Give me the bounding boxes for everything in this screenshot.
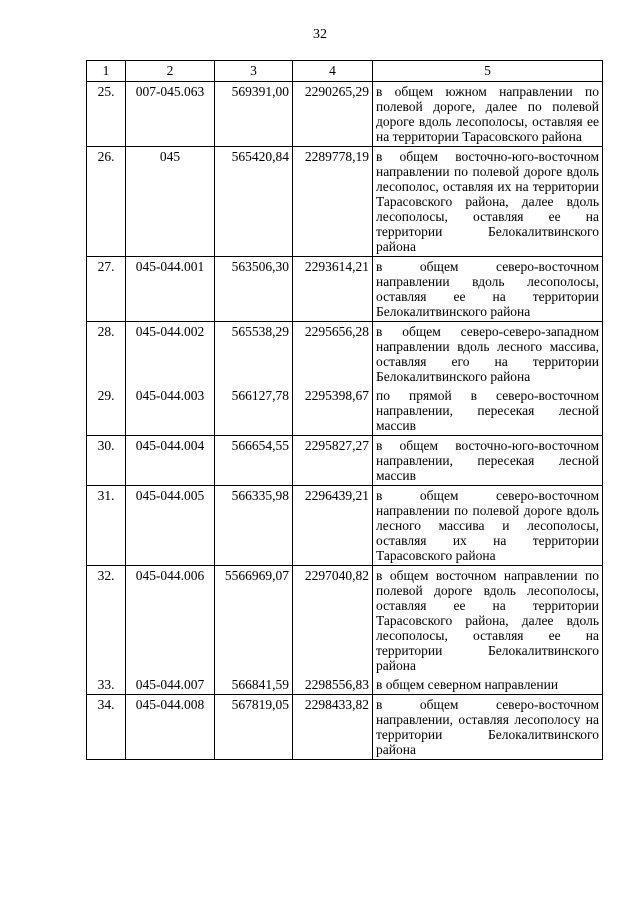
- row-number: 29.: [87, 386, 126, 436]
- point-id: 045-044.006: [126, 566, 215, 676]
- route-description: в общем северном направлении: [373, 675, 603, 695]
- row-number: 34.: [87, 695, 126, 760]
- coordinate-x: 567819,05: [215, 695, 293, 760]
- table-row: [87, 386, 603, 436]
- table-row: [87, 695, 603, 760]
- coordinate-x: 566127,78: [215, 386, 293, 436]
- table-row: [87, 82, 603, 147]
- table-row: [87, 147, 603, 257]
- column-header: 1: [87, 61, 126, 82]
- coordinate-y: 2293614,21: [293, 257, 373, 322]
- route-description: в общем южном направлении по полевой дороге, далее по полевой дороге вдоль лесополосы, оставляя ее на территории Тарасовского района: [373, 82, 603, 147]
- point-id: 045-044.008: [126, 695, 215, 760]
- coordinate-y: 2295827,27: [293, 436, 373, 486]
- column-header: 3: [215, 61, 293, 82]
- coordinate-x: 566654,55: [215, 436, 293, 486]
- table-row: [87, 436, 603, 486]
- coordinate-y: 2297040,82: [293, 566, 373, 676]
- route-description: в общем восточно-юго-восточном направлении, пересекая лесной массив: [373, 436, 603, 486]
- point-id: 045-044.004: [126, 436, 215, 486]
- route-description: в общем северо-восточном направлении, оставляя лесополосу на территории Белокалитвинского района: [373, 695, 603, 760]
- point-id: 045: [126, 147, 215, 257]
- coordinate-y: 2298433,82: [293, 695, 373, 760]
- row-number: 26.: [87, 147, 126, 257]
- coordinate-y: 2290265,29: [293, 82, 373, 147]
- coordinate-x: 566841,59: [215, 675, 293, 695]
- table-row: [87, 566, 603, 676]
- coordinate-y: 2289778,19: [293, 147, 373, 257]
- point-id: 045-044.007: [126, 675, 215, 695]
- route-description: в общем восточно-юго-восточном направлении по полевой дороге вдоль лесополос, оставляя их на территории Тарасовского района, далее вдоль лесополосы, оставляя ее на территории Белокалитвинского района: [373, 147, 603, 257]
- table-row: [87, 322, 603, 387]
- page-number: 32: [313, 27, 327, 42]
- route-description: в общем восточном направлении по полевой дороге вдоль лесополосы, оставляя ее на территории Тарасовского района, далее вдоль лесополосы, оставляя ее на территории Белокалитвинского района: [373, 566, 603, 676]
- point-id: 007-045.063: [126, 82, 215, 147]
- route-description: в общем северо-восточном направлении вдоль лесополосы, оставляя ее на территории Белокалитвинского района: [373, 257, 603, 322]
- route-description: в общем северо-северо-западном направлении вдоль лесного массива, оставляя его на территории Белокалитвинского района: [373, 322, 603, 387]
- coordinate-y: 2296439,21: [293, 486, 373, 566]
- boundary-points-table: [86, 60, 603, 760]
- row-number: 32.: [87, 566, 126, 676]
- table-row: [87, 486, 603, 566]
- coordinate-y: 2298556,83: [293, 675, 373, 695]
- coordinate-y: 2295398,67: [293, 386, 373, 436]
- table-row: [87, 257, 603, 322]
- coordinate-x: 569391,00: [215, 82, 293, 147]
- table-header-row: [87, 61, 603, 82]
- coordinate-x: 566335,98: [215, 486, 293, 566]
- route-description: в общем северо-восточном направлении по полевой дороге вдоль лесного массива и лесополосы, оставляя их на территории Тарасовского района: [373, 486, 603, 566]
- coordinate-x: 5566969,07: [215, 566, 293, 676]
- coordinate-x: 565538,29: [215, 322, 293, 387]
- point-id: 045-044.002: [126, 322, 215, 387]
- row-number: 27.: [87, 257, 126, 322]
- point-id: 045-044.001: [126, 257, 215, 322]
- column-header: 4: [293, 61, 373, 82]
- column-header: 5: [373, 61, 603, 82]
- coordinate-x: 565420,84: [215, 147, 293, 257]
- row-number: 28.: [87, 322, 126, 387]
- coordinate-x: 563506,30: [215, 257, 293, 322]
- point-id: 045-044.005: [126, 486, 215, 566]
- coordinate-y: 2295656,28: [293, 322, 373, 387]
- route-description: по прямой в северо-восточном направлении, пересекая лесной массив: [373, 386, 603, 436]
- row-number: 25.: [87, 82, 126, 147]
- row-number: 30.: [87, 436, 126, 486]
- column-header: 2: [126, 61, 215, 82]
- row-number: 33.: [87, 675, 126, 695]
- row-number: 31.: [87, 486, 126, 566]
- point-id: 045-044.003: [126, 386, 215, 436]
- table-row: [87, 675, 603, 695]
